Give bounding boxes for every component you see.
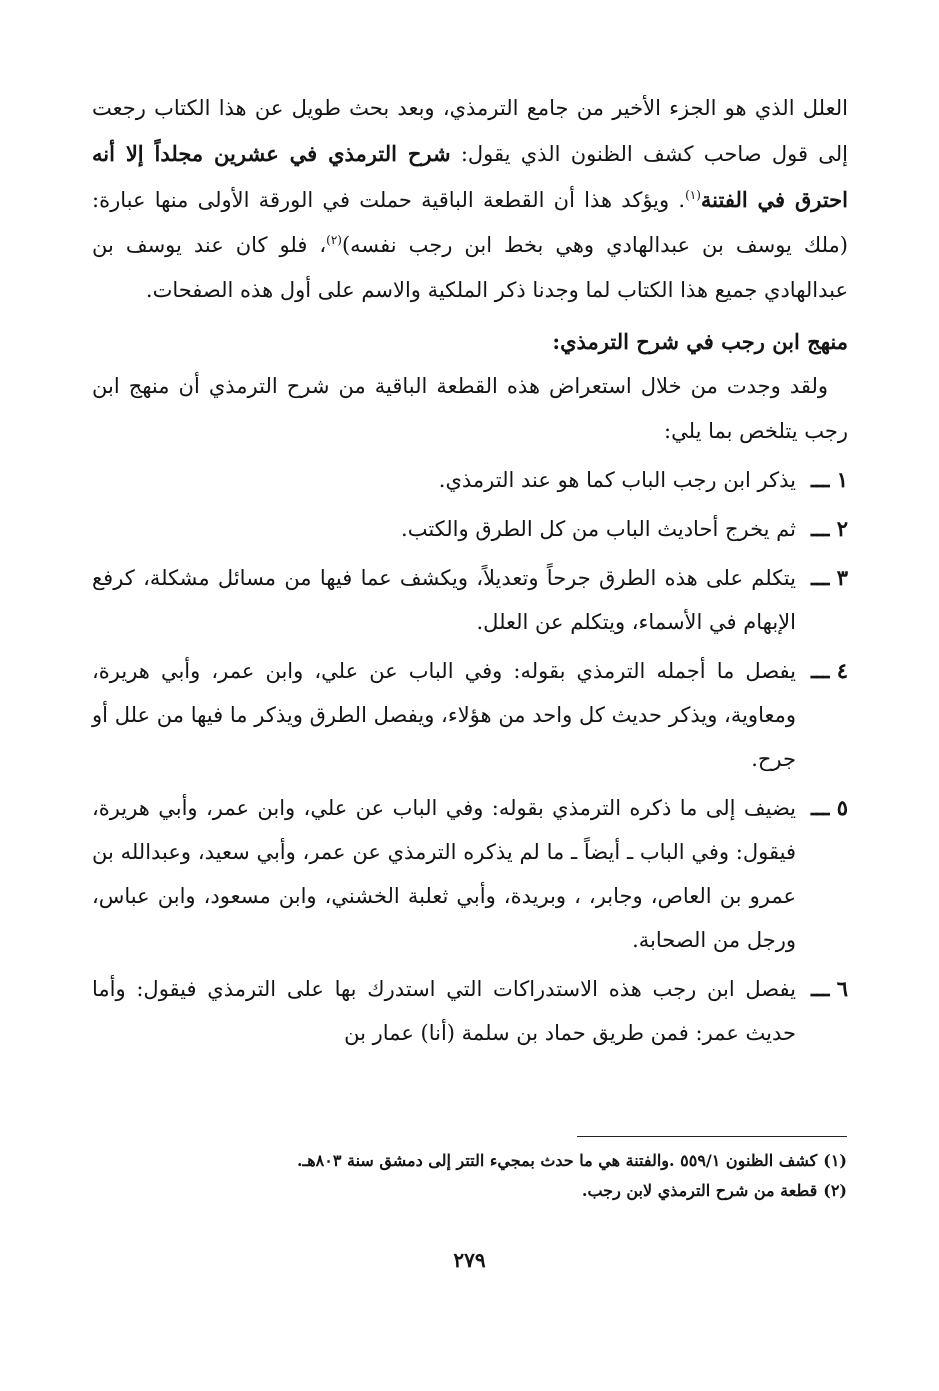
list-item-text: يتكلم على هذه الطرق جرحاً وتعديلاً، ويكشف عما فيها من مسائل مشكلة، كرفع الإبهام في الأسماء، ويتكلم عن العلل. bbox=[92, 566, 796, 634]
list-item-number: ٦ ـــ bbox=[810, 976, 848, 1001]
section-heading: منهج ابن رجب في شرح الترمذي: bbox=[552, 329, 848, 354]
intro-text-b: . ويؤكد هذا أن القطعة الباقية حملت في الورقة الأولى منها عبارة: (ملك يوسف بن عبدالهادي وهي بخط ابن رجب نفسه) bbox=[92, 188, 848, 257]
list-item-text: يذكر ابن رجب الباب كما هو عند الترمذي. bbox=[438, 468, 796, 492]
page-number: ٢٧٩ bbox=[453, 1248, 486, 1272]
footnote bbox=[147, 1146, 847, 1176]
list-item-number: ٥ ـــ bbox=[810, 795, 848, 820]
intro-quote-bold: شرح الترمذي في عشرين مجلداً إلا أنه احترق في الفتنة bbox=[92, 141, 848, 212]
list-item bbox=[92, 507, 848, 551]
list-item-number: ١ ـــ bbox=[810, 467, 848, 492]
intro-text-a: العلل الذي هو الجزء الأخير من جامع الترمذي، وبعد بحث طويل عن هذا الكتاب رجعت إلى قول صاحب كشف الظنون الذي يقول: bbox=[92, 96, 848, 166]
footnote-number: (٢) bbox=[823, 1181, 847, 1200]
list-item bbox=[92, 556, 848, 644]
method-list bbox=[92, 458, 848, 1055]
footnote-ref-2: (٢) bbox=[326, 233, 342, 247]
footnote-ref-1: (١) bbox=[685, 188, 701, 202]
list-item bbox=[92, 458, 848, 502]
footnote-text: كشف الظنون ٥٥٩/١ .والفتنة هي ما حدث بمجيء التتر إلى دمشق سنة ٨٠٣هـ. bbox=[296, 1151, 818, 1170]
footnotes bbox=[147, 1146, 847, 1206]
list-item bbox=[92, 786, 848, 962]
footnote-text: قطعة من شرح الترمذي لابن رجب. bbox=[581, 1181, 818, 1200]
list-item bbox=[92, 967, 848, 1055]
list-item-text: يفصل ابن رجب هذه الاستدراكات التي استدرك بها على الترمذي فيقول: وأما حديث عمر: فمن طريق حماد بن سلمة (أنا) عمار بن bbox=[92, 977, 796, 1045]
section-intro: ولقد وجدت من خلال استعراض هذه القطعة الباقية من شرح الترمذي أن منهج ابن رجب يتلخص بما يلي: bbox=[92, 374, 848, 443]
intro-paragraph bbox=[92, 86, 848, 313]
list-item-text: ثم يخرج أحاديث الباب من كل الطرق والكتب. bbox=[401, 517, 796, 541]
footnote bbox=[147, 1176, 847, 1206]
list-item-text: يضيف إلى ما ذكره الترمذي بقوله: وفي الباب عن علي، وابن عمر، وأبي هريرة، فيقول: وفي الباب ـ أيضاً ـ ما لم يذكره الترمذي عن عمر، وأبي سعيد، وعبدالله بن عمرو بن العاص، وجابر، ، وبريدة، وأبي ثعلبة الخشني، وابن مسعود، وابن عباس، ورجل من الصحابة. bbox=[92, 796, 796, 952]
list-item-number: ٣ ـــ bbox=[810, 565, 848, 590]
list-item-number: ٢ ـــ bbox=[810, 516, 848, 541]
footnote-number: (١) bbox=[823, 1151, 847, 1170]
list-item-text: يفصل ما أجمله الترمذي بقوله: وفي الباب عن علي، وابن عمر، وأبي هريرة، ومعاوية، ويذكر حديث كل واحد من هؤلاء، ويفصل الطرق ويذكر ما فيها من علل أو جرح. bbox=[92, 659, 796, 771]
list-item bbox=[92, 649, 848, 781]
list-item-number: ٤ ـــ bbox=[810, 658, 848, 683]
intro-text-c: ، فلو كان عند يوسف بن عبدالهادي جميع هذا الكتاب لما وجدنا ذكر الملكية والاسم على أول هذه الصفحات. bbox=[92, 233, 848, 302]
page-body bbox=[92, 86, 848, 1060]
footnote-divider bbox=[577, 1136, 847, 1137]
